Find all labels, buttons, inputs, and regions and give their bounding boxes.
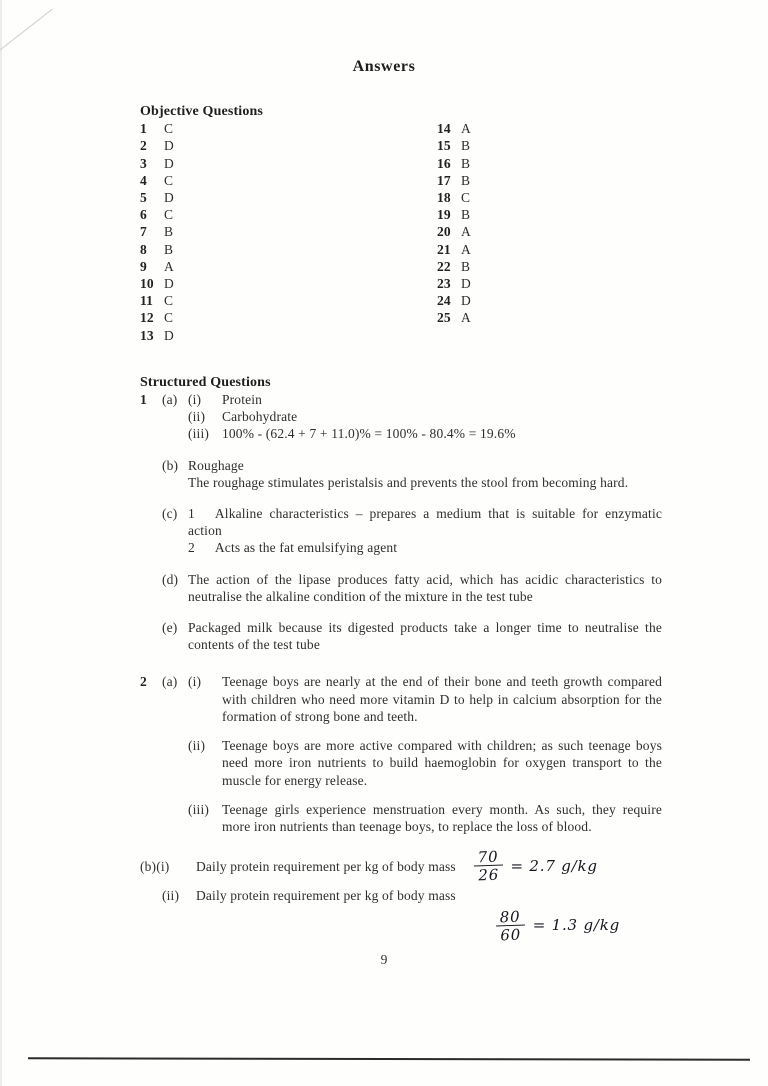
question-number: 11: [140, 293, 154, 309]
question-number: 3: [140, 155, 147, 171]
scan-edge-artifact: [0, 0, 2, 1086]
part-label: (a): [162, 392, 178, 408]
table-row: [140, 292, 662, 309]
answer-letter: B: [164, 224, 174, 240]
fraction-denominator: 60: [496, 924, 525, 943]
answer-letter: C: [164, 310, 174, 326]
answer-text: Teenage boys are more active compared with children; as such teenage boys need more iron nutrients to build haemoglobin for oxygen transport to the muscle for energy release.: [222, 738, 662, 788]
handwritten-fraction: [495, 908, 525, 943]
question-number: 15: [437, 138, 451, 154]
answer-letter: D: [164, 327, 174, 343]
structured-questions-heading: Structured Questions: [140, 374, 271, 390]
answer-text: Teenage girls experience menstruation every month. As such, they require more iron nutrients than teenage boys, to replace the loss of blood.: [222, 801, 662, 834]
question-number: 21: [437, 241, 451, 257]
answer-letter: C: [164, 172, 174, 188]
q2a-iii-row: [140, 801, 662, 835]
question-number: 24: [437, 293, 451, 309]
answer-letter: D: [461, 293, 471, 309]
part-label: (a): [162, 674, 178, 690]
question-number: 5: [140, 190, 147, 206]
answer-letter: C: [164, 207, 174, 223]
q2a-ii-row: [140, 737, 662, 789]
question-number: 1: [140, 121, 147, 137]
table-row: [140, 223, 662, 240]
list-number: 1: [188, 506, 195, 522]
q1b-row: [140, 457, 662, 491]
question-number: 4: [140, 172, 147, 188]
table-row: [140, 241, 662, 258]
question-number: 8: [140, 241, 147, 257]
answer-text: Carbohydrate: [222, 409, 298, 425]
answer-letter: A: [461, 241, 471, 257]
answer-letter: B: [461, 172, 471, 188]
table-row: [140, 206, 662, 223]
objective-answers-table: [140, 120, 662, 344]
answer-text: Teenage boys are nearly at the end of their bone and teeth growth compared with children who need more vitamin D to help in calcium absorption for the formation of strong bone and teeth.: [222, 674, 662, 724]
answer-block: [188, 457, 662, 491]
subpart-label: (iii): [188, 426, 209, 442]
table-row: [140, 137, 662, 154]
question-number: 1: [140, 392, 147, 408]
q1c-row: [140, 505, 662, 557]
question-2-block: [140, 673, 662, 943]
page-content: [140, 103, 662, 943]
question-number: 6: [140, 207, 147, 223]
table-row: [140, 258, 662, 275]
answer-formula: 100% - (62.4 + 7 + 11.0)% = 100% - 80.4% = 19.6%: [222, 426, 516, 442]
answer-letter: B: [461, 155, 471, 171]
answer-letter: C: [461, 190, 471, 206]
answer-text: Protein: [222, 392, 263, 408]
answer-letter: A: [164, 258, 174, 274]
question-number: 19: [437, 207, 451, 223]
answer-text: Packaged milk because its digested products take a longer time to neutralise the contents of the test tube: [188, 620, 662, 653]
list-item: [188, 505, 662, 539]
question-number: 9: [140, 258, 147, 274]
answer-title: Roughage: [188, 457, 244, 473]
answer-text: The action of the lipase produces fatty acid, which has acidic characteristics to neutralise the alkaline condition of the mixture in the test tube: [188, 571, 662, 604]
question-number: 7: [140, 224, 147, 240]
question-number: 25: [437, 310, 451, 326]
answer-text: Daily protein requirement per kg of body mass: [196, 858, 456, 874]
question-number: 22: [437, 258, 451, 274]
answer-letter: B: [461, 138, 471, 154]
subpart-label: (i): [188, 674, 202, 690]
answer-text: Daily protein requirement per kg of body mass: [196, 888, 456, 904]
part-label: (e): [162, 620, 178, 636]
page-title: Answers: [352, 58, 416, 75]
list-item: [188, 539, 662, 556]
fraction-numerator: 80: [499, 907, 521, 927]
part-label: (c): [162, 506, 178, 522]
answer-letter: D: [164, 138, 174, 154]
answer-text: The roughage stimulates peristalsis and prevents the stool from becoming hard.: [188, 474, 629, 490]
subpart-label: (ii): [188, 738, 206, 754]
list-number: 2: [188, 540, 195, 556]
answer-block: [188, 505, 662, 557]
answer-text: Alkaline characteristics – prepares a medium that is suitable for enzymatic action: [188, 506, 662, 539]
q1a-i-row: [140, 391, 662, 408]
answer-letter: D: [164, 190, 174, 206]
question-number: 12: [140, 310, 154, 326]
answer-letter: B: [164, 241, 174, 257]
q1d-row: [140, 571, 662, 605]
q1a-iii-row: [140, 425, 662, 442]
table-row: [140, 309, 662, 326]
question-1-block: [140, 391, 662, 653]
q2b-ii-row: [140, 887, 662, 904]
answer-letter: A: [461, 121, 471, 137]
answer-letter: B: [461, 207, 471, 223]
answer-letter: [461, 327, 662, 344]
table-row: [140, 189, 662, 206]
question-number: 10: [140, 276, 154, 292]
answer-letter: C: [164, 293, 174, 309]
fraction-numerator: 70: [477, 847, 499, 867]
subpart-label: (ii): [188, 409, 206, 425]
question-number: 20: [437, 224, 451, 240]
question-number: 2: [140, 138, 147, 154]
page-number: 9: [380, 952, 388, 967]
answer-letter: B: [461, 258, 471, 274]
question-number: 23: [437, 276, 451, 292]
question-number: 13: [140, 327, 154, 343]
question-number: 16: [437, 155, 451, 171]
question-number: 18: [437, 190, 451, 206]
q2b-i-row: [140, 849, 662, 883]
table-row: [140, 172, 662, 189]
subpart-label: (iii): [188, 801, 209, 817]
handwritten-fraction: [473, 849, 503, 884]
table-row: [140, 120, 662, 137]
handwritten-result: = 1.3 g/kg: [532, 916, 620, 935]
handwritten-result: = 2.7 g/kg: [510, 856, 598, 875]
answer-letter: D: [461, 276, 471, 292]
subpart-label: (ii): [162, 888, 180, 904]
answer-letter: A: [461, 224, 471, 240]
q2b-ii-working-row: [496, 909, 662, 943]
question-number: 17: [437, 172, 451, 188]
question-number: 14: [437, 121, 451, 137]
q1a-ii-row: [140, 408, 662, 425]
answer-letter: C: [164, 121, 174, 137]
question-number: [437, 327, 461, 344]
part-label: (d): [162, 571, 179, 587]
table-row: [140, 275, 662, 292]
answer-letter: A: [461, 310, 471, 326]
answer-text: Acts as the fat emulsifying agent: [214, 540, 398, 556]
q2a-i-row: [140, 673, 662, 725]
scan-bottom-artifact: [28, 1057, 750, 1061]
q1e-row: [140, 619, 662, 653]
answer-letter: D: [164, 276, 174, 292]
fraction-denominator: 26: [474, 865, 503, 884]
part-label: (b): [162, 457, 179, 473]
answer-letter: D: [164, 155, 174, 171]
subpart-label: (i): [188, 392, 202, 408]
table-row: [140, 327, 662, 344]
question-number: 2: [140, 674, 147, 690]
table-row: [140, 155, 662, 172]
part-label: (b)(i): [140, 858, 170, 874]
objective-questions-heading: Objective Questions: [140, 104, 264, 119]
